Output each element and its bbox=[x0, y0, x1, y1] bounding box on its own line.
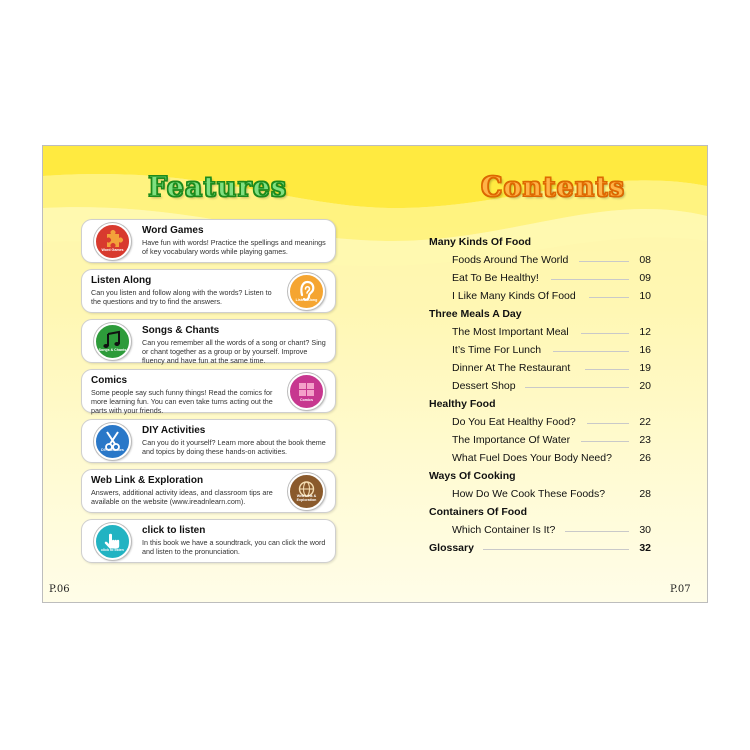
book-spread bbox=[42, 145, 708, 603]
feature-title: Comics bbox=[91, 375, 128, 386]
toc-entry[interactable]: It’s Time For Lunch 16 bbox=[452, 344, 651, 356]
toc-entry[interactable]: What Fuel Does Your Body Need? bbox=[452, 452, 612, 464]
toc-entry[interactable]: Dinner At The Restaurant 19 bbox=[452, 362, 651, 374]
feature-word-games bbox=[81, 219, 336, 263]
feature-title: DIY Activities bbox=[142, 425, 206, 436]
toc-entry[interactable]: Foods Around The World 08 bbox=[452, 254, 651, 266]
toc-entry-page: 28 bbox=[639, 488, 651, 500]
feature-diy-activities bbox=[81, 419, 336, 463]
ear-icon: Listen Along bbox=[288, 273, 325, 310]
toc-entry[interactable]: The Importance Of Water 23 bbox=[452, 434, 651, 446]
toc-entry[interactable]: I Like Many Kinds Of Food 10 bbox=[452, 290, 651, 302]
page-number-right: P.07 bbox=[670, 584, 691, 595]
toc-section[interactable]: Three Meals A Day bbox=[429, 308, 522, 320]
puzzle-icon: Word Games bbox=[94, 223, 131, 260]
toc-entry[interactable]: Which Container Is It? 30 bbox=[452, 524, 651, 536]
toc-entry[interactable]: Do You Eat Healthy Food? 22 bbox=[452, 416, 651, 428]
pointer-hand-icon: click to listen bbox=[94, 523, 131, 560]
feature-description: Can you listen and follow along with the words? Listen to the questions and try to find the answers. bbox=[91, 288, 272, 306]
features-heading: Features bbox=[148, 172, 288, 203]
contents-heading: Contents bbox=[481, 172, 626, 203]
comic-panels-icon: Comics bbox=[288, 373, 325, 410]
feature-web-link bbox=[81, 469, 336, 513]
feature-click-to-listen bbox=[81, 519, 336, 563]
feature-description: Answers, additional activity ideas, and classroom tips are available on the website (www.ireadnlearn.com). bbox=[91, 488, 273, 506]
toc-section[interactable]: Ways Of Cooking bbox=[429, 470, 516, 482]
scissors-icon: DIY Activities bbox=[94, 423, 131, 460]
toc-section[interactable]: Glossary 32 bbox=[429, 542, 651, 554]
globe-icon: Web Link & Exploration bbox=[288, 473, 325, 510]
toc-entry[interactable]: How Do We Cook These Foods? bbox=[452, 488, 606, 500]
toc-entry-page: 26 bbox=[639, 452, 651, 464]
feature-description: Have fun with words! Practice the spellings and meanings of key vocabulary words while playing games. bbox=[142, 238, 326, 256]
feature-title: click to listen bbox=[142, 525, 206, 536]
music-note-icon: Songs & Chants bbox=[94, 323, 131, 360]
feature-description: Some people say such funny things! Read the comics for more learning fun. You can even take turns acting out the parts with your friends. bbox=[91, 388, 273, 415]
page-number-left: P.06 bbox=[49, 584, 70, 595]
feature-description: Can you do it yourself? Learn more about the book theme and topics by doing these hands-on activities. bbox=[142, 438, 326, 456]
feature-title: Word Games bbox=[142, 225, 204, 236]
feature-title: Songs & Chants bbox=[142, 325, 220, 336]
feature-songs-chants bbox=[81, 319, 336, 363]
toc-section[interactable]: Healthy Food bbox=[429, 398, 496, 410]
toc-entry[interactable]: The Most Important Meal 12 bbox=[452, 326, 651, 338]
feature-description: Can you remember all the words of a song or chant? Sing or chant together as a group or by yourself. Improve fluency and have fun at the same time. bbox=[142, 338, 326, 365]
feature-listen-along bbox=[81, 269, 336, 313]
toc-section[interactable]: Many Kinds Of Food bbox=[429, 236, 532, 248]
feature-title: Listen Along bbox=[91, 275, 152, 286]
toc-entry[interactable]: Eat To Be Healthy! 09 bbox=[452, 272, 651, 284]
toc-entry[interactable]: Dessert Shop 20 bbox=[452, 380, 651, 392]
feature-title: Web Link & Exploration bbox=[91, 475, 204, 486]
toc-section[interactable]: Containers Of Food bbox=[429, 506, 527, 518]
feature-comics bbox=[81, 369, 336, 413]
feature-description: In this book we have a soundtrack, you can click the word and listen to the pronunciation. bbox=[142, 538, 326, 556]
